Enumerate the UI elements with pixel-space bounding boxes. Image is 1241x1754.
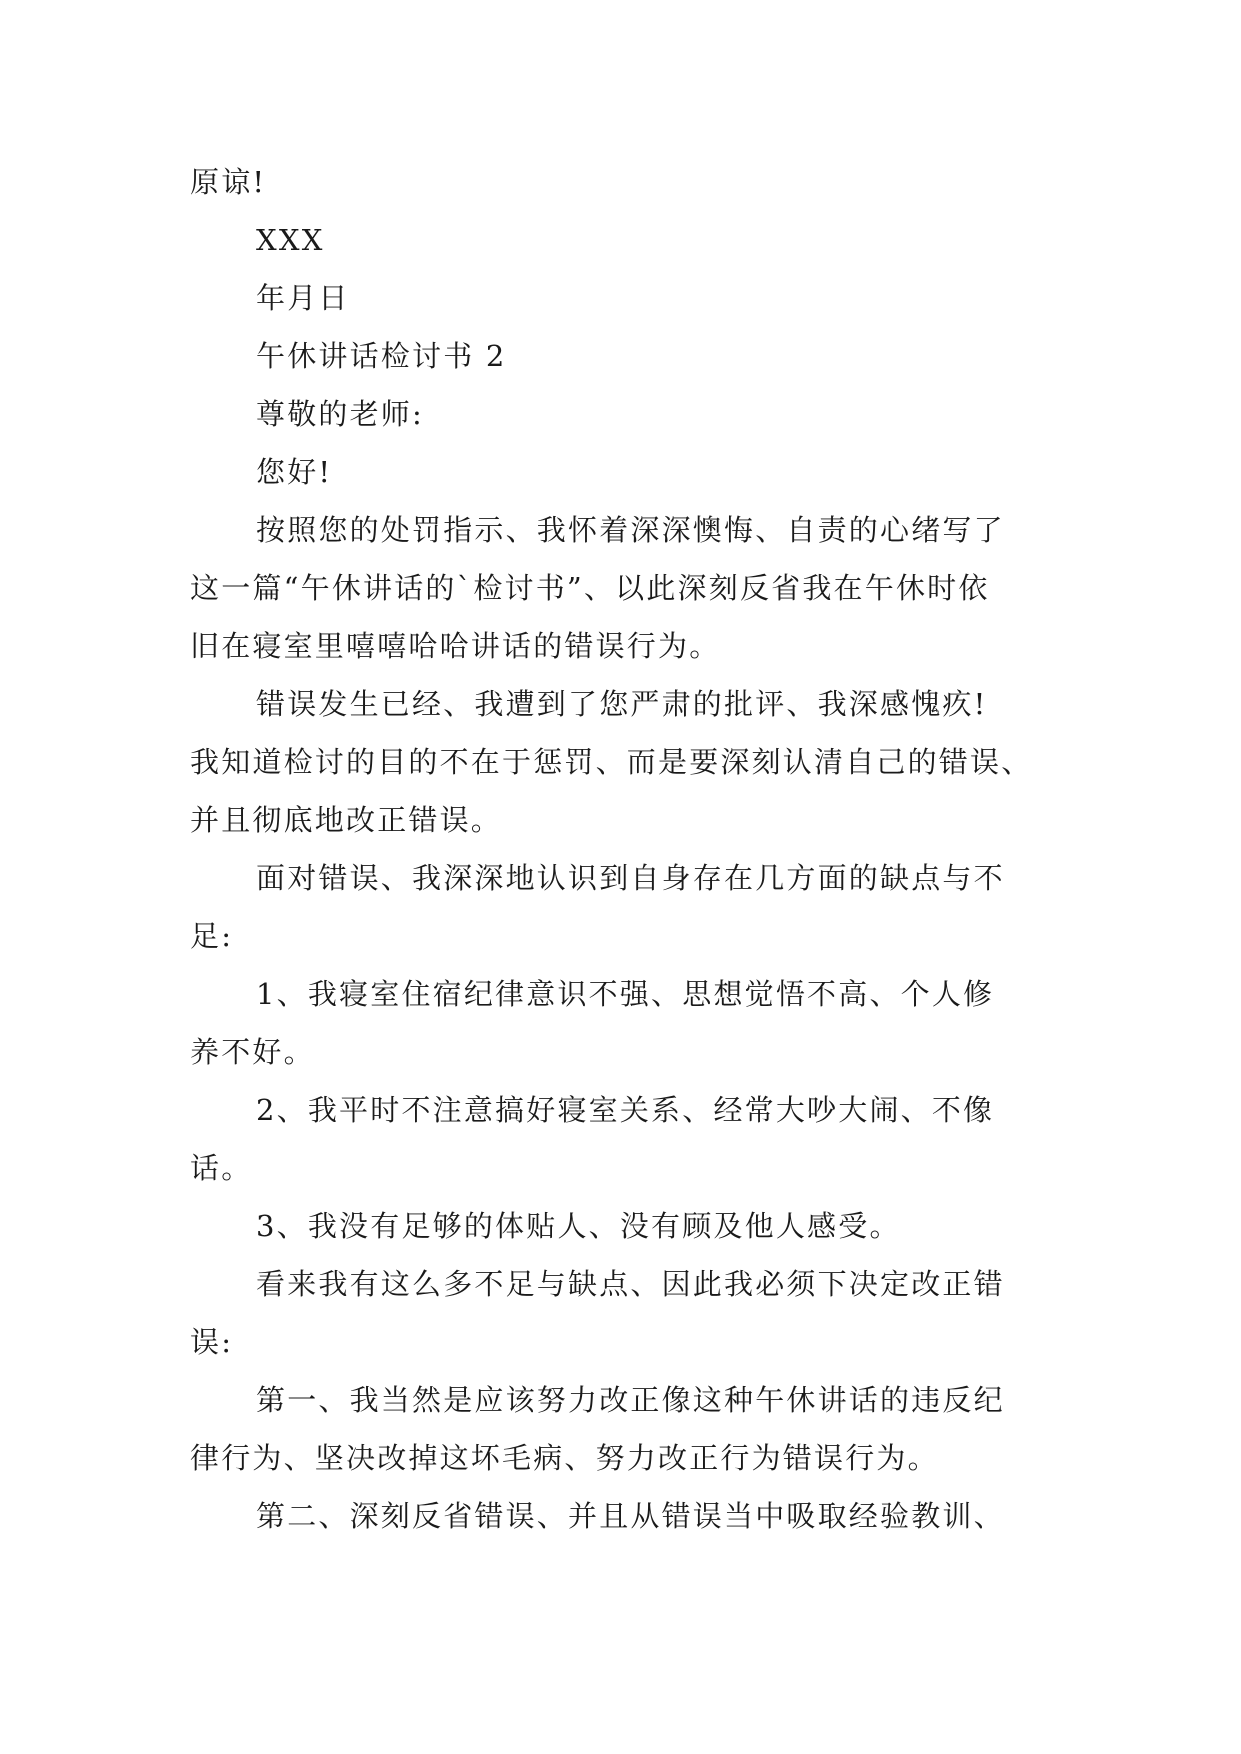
- text-line: 我知道检讨的目的不在于惩罚、而是要深刻认清自己的错误、: [190, 745, 1033, 779]
- text-line: 年月日: [256, 281, 350, 315]
- text-line: 3、我没有足够的体贴人、没有顾及他人感受。: [256, 1209, 901, 1243]
- text-line: 第一、我当然是应该努力改正像这种午休讲话的违反纪: [256, 1383, 1005, 1417]
- text-line: 律行为、坚决改掉这坏毛病、努力改正行为错误行为。: [190, 1441, 939, 1475]
- text-line: 第二、深刻反省错误、并且从错误当中吸取经验教训、: [256, 1499, 1005, 1533]
- text-line: 养不好。: [190, 1035, 315, 1069]
- text-line: 看来我有这么多不足与缺点、因此我必须下决定改正错: [256, 1267, 1005, 1301]
- document-body: [190, 153, 1070, 1545]
- text-line: 错误发生已经、我遭到了您严肃的批评、我深感愧疚!: [256, 687, 988, 721]
- text-line: 足:: [190, 919, 234, 953]
- text-line: 误:: [190, 1325, 234, 1359]
- text-line: 原谅!: [190, 165, 267, 199]
- text-line: 并且彻底地改正错误。: [190, 803, 503, 837]
- text-line: 这一篇“午休讲话的`检讨书”、以此深刻反省我在午休时依: [190, 571, 990, 605]
- text-line: 您好!: [256, 455, 333, 489]
- text-line: 尊敬的老师:: [256, 397, 424, 431]
- text-line: 1、我寝室住宿纪律意识不强、思想觉悟不高、个人修: [256, 977, 995, 1011]
- text-line: 午休讲话检讨书 2: [256, 339, 507, 373]
- text-line: 旧在寝室里嘻嘻哈哈讲话的错误行为。: [190, 629, 721, 663]
- text-line: 面对错误、我深深地认识到自身存在几方面的缺点与不: [256, 861, 1005, 895]
- text-line: 按照您的处罚指示、我怀着深深懊悔、自责的心绪写了: [256, 513, 1005, 547]
- text-line: 话。: [190, 1151, 253, 1185]
- text-line: 2、我平时不注意搞好寝室关系、经常大吵大闹、不像: [256, 1093, 995, 1127]
- text-line: XXX: [256, 223, 325, 257]
